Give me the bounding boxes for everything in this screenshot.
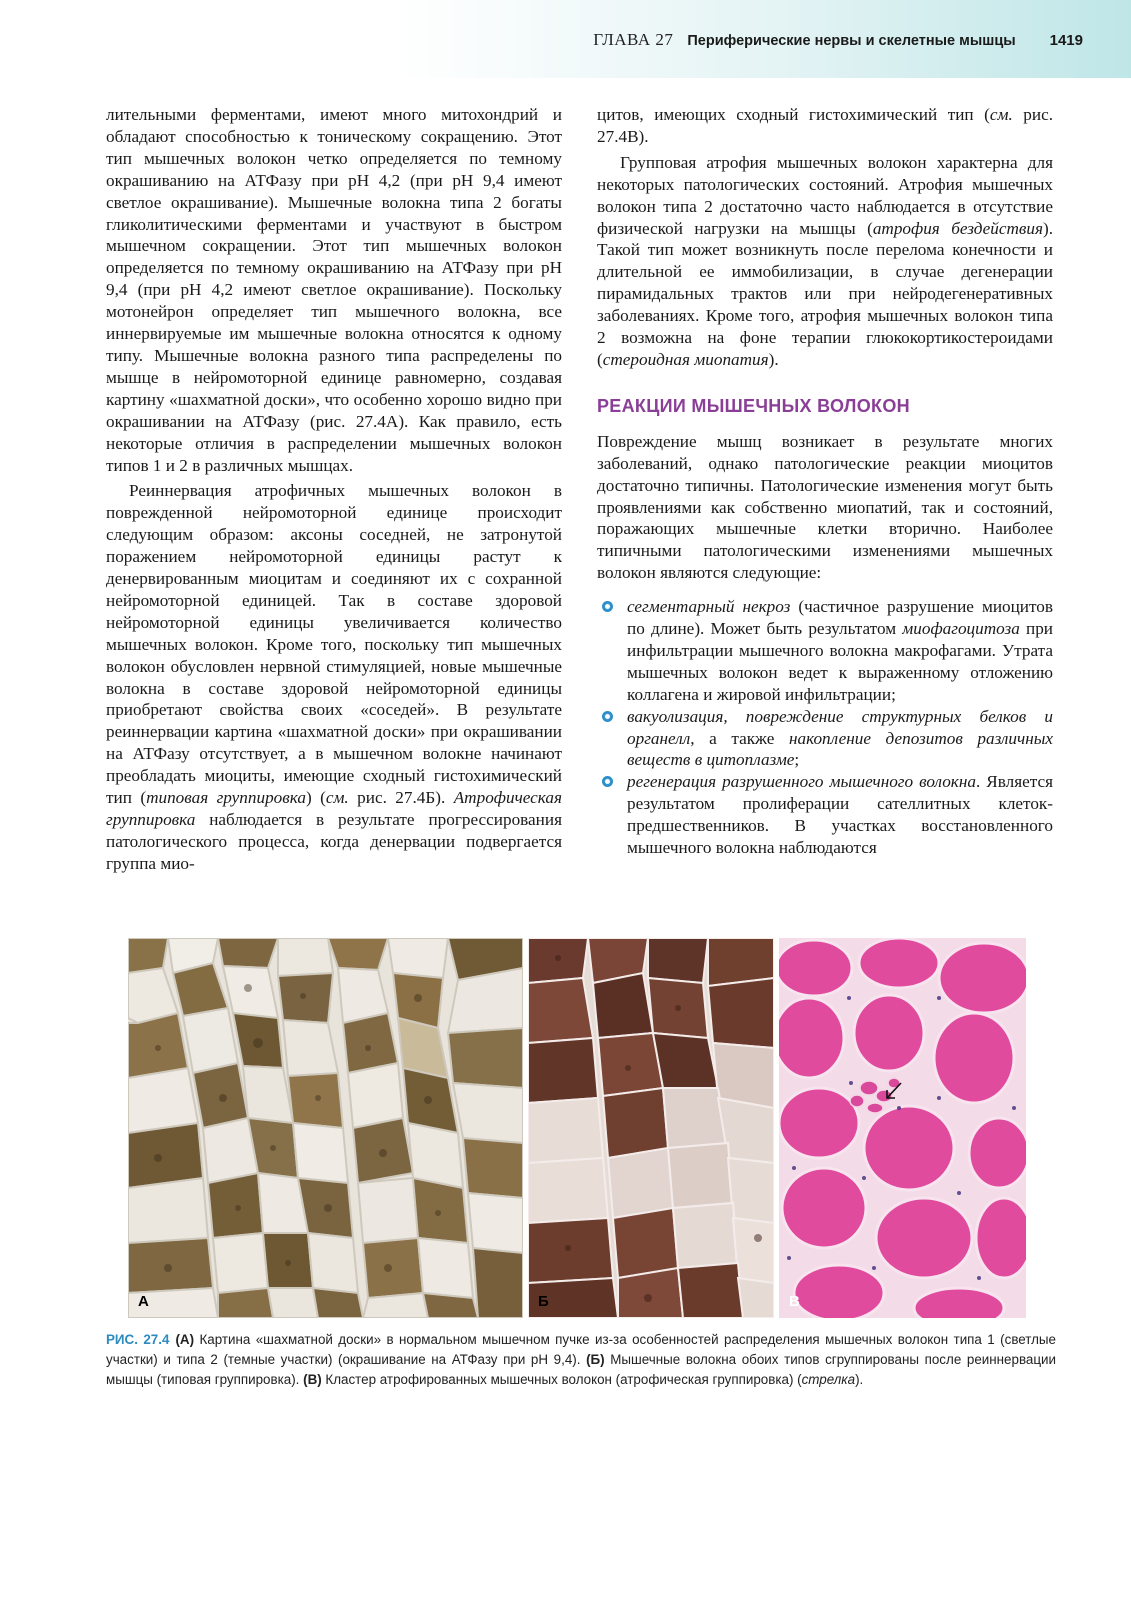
bullet-icon [602,711,613,722]
panel-label-c: В [789,1293,800,1310]
figure-number: РИС. 27.4 [106,1332,170,1347]
micrograph-a-image [128,938,523,1318]
section-heading: РЕАКЦИИ МЫШЕЧНЫХ ВОЛОКОН [597,395,910,416]
left-column [106,104,562,875]
paragraph: лительными ферментами, имеют много митохондрий и обладают способностью к тоническому сокращению. Этот тип мышечных волокон четко определяется по темному окрашиванию на АТФазу при рН 4,2 (при рН 9,4 имеют светлое окрашивание). Мышечные волокна типа 2 богаты гликолитическими ферментами и участвуют в быстром мышечном сокращении. Этот тип мышечных волокон определяется по темному окрашиванию на АТФазу при рН 9,4 (при рН 4,2 имеют светлое окрашивание). Поскольку мотонейрон определяет тип мышечного волокна, все иннервируемые им мышечные волокна относятся к одному типу. Мышечные волокна разного типа распределены по мышце в нейромоторной единице равномерно, создавая картину «шахматной доски», что особенно хорошо видно при окрашивании на АТФазу (рис. 27.4А). Как правило, есть некоторые отличия в распределении мышечных волокон типов 1 и 2 в различных мышцах. [106,105,562,475]
list-item: вакуолизация, повреждение структурных белков и органелл, а также накопление депозитов различных веществ в цитоплазме; [627,706,1053,772]
micrograph-c-image [779,938,1026,1318]
micrograph-b-image [528,938,774,1318]
figure-panel-c [779,938,1026,1318]
paragraph: Групповая атрофия мышечных волокон характерна для некоторых патологических состояний. Атрофия мышечных волокон типа 2 достаточно часто наблюдается в отсутствие физической нагрузки на мышцы (атрофия бездействия). Такой тип может возникнуть после перелома конечности и длительной ее иммобилизации, в случае дегенерации пирамидальных трактов или при нейродегенеративных заболеваниях. Кроме того, атрофия мышечных волокон типа 2 возможна на фоне терапии глюкокортикостероидами (стероидная миопатия). [597,152,1053,369]
figure-panel-b [528,938,774,1318]
paragraph: Реиннервация атрофичных мышечных волокон в поврежденной нейромоторной единице происходит следующим образом: аксоны соседней, не затронутой поражением нейромоторной единицы растут к денервированным миоцитам и соединяют их с сохранной нейромоторной единицей. Так в составе здоровой нейромоторной единицы увеличивается количество мышечных волокон. Кроме того, поскольку тип мышечных волокон обусловлен нервной стимуляцией, новые мышечные волокна в составе здоровой нейромоторной единицы приобретают свойства своих «соседей». В результате реиннервации картина «шахматной доски» при окрашивании на АТФазу отсутствует, а в мышечном волокне начинают преобладать миоциты, имеющие сходный гистохимический тип (типовая группировка) (см. рис. 27.4Б). Атрофическая группировка наблюдается в результате прогрессирования патологического процесса, когда денервации подвергается группа мио- [106,481,563,873]
right-column [597,104,1053,859]
panel-label-a: A [138,1293,149,1310]
figure-caption: РИС. 27.4 (А) Картина «шахматной доски» в нормальном мышечном пучке из-за особенностей распределения мышечных волокон типа 1 (светлые участки) и типа 2 (темные участки) (окрашивание на АТФазу при рН 9,4). (Б) Мышечные волокна обоих типов сгруппированы после реиннервации мышцы (типовая группировка). (В) Кластер атрофированных мышечных волокон (атрофическая группировка) (стрелка). [106,1332,1057,1387]
bullet-icon [602,601,613,612]
paragraph: Повреждение мышц возникает в результате многих заболеваний, однако патологические реакции миоцитов достаточно типичны. Патологические изменения могут быть проявлениями как собственно миопатий, так и состояний, поражающих мышечные клетки вторично. Наиболее типичными патологическими изменениями мышечных волокон являются следующие: [597,431,1053,583]
chapter-label: ГЛАВА 27 [593,30,674,49]
running-header [593,30,1083,50]
page-number: 1419 [1049,32,1083,49]
chapter-title: Периферические нервы и скелетные мышцы [687,33,1016,49]
list-item: регенерация разрушенного мышечного волокна. Является результатом пролиферации сателлитных клеток-предшественников. В участках восстановленного мышечного волокна наблюдаются [627,771,1053,859]
paragraph: цитов, имеющих сходный гистохимический тип (см. рис. 27.4В). [597,105,1053,146]
panel-label-b: Б [538,1293,549,1310]
figure-27-4 [128,938,1026,1318]
list-item: сегментарный некроз (частичное разрушение миоцитов по длине). Может быть результатом миофагоцитоза при инфильтрации мышечного волокна макрофагами. Утрата мышечных волокон ведет к выраженному отложению коллагена и жировой инфильтрации; [627,596,1053,706]
bullet-list [597,596,1053,859]
bullet-icon [602,776,613,787]
figure-panel-a [128,938,523,1318]
